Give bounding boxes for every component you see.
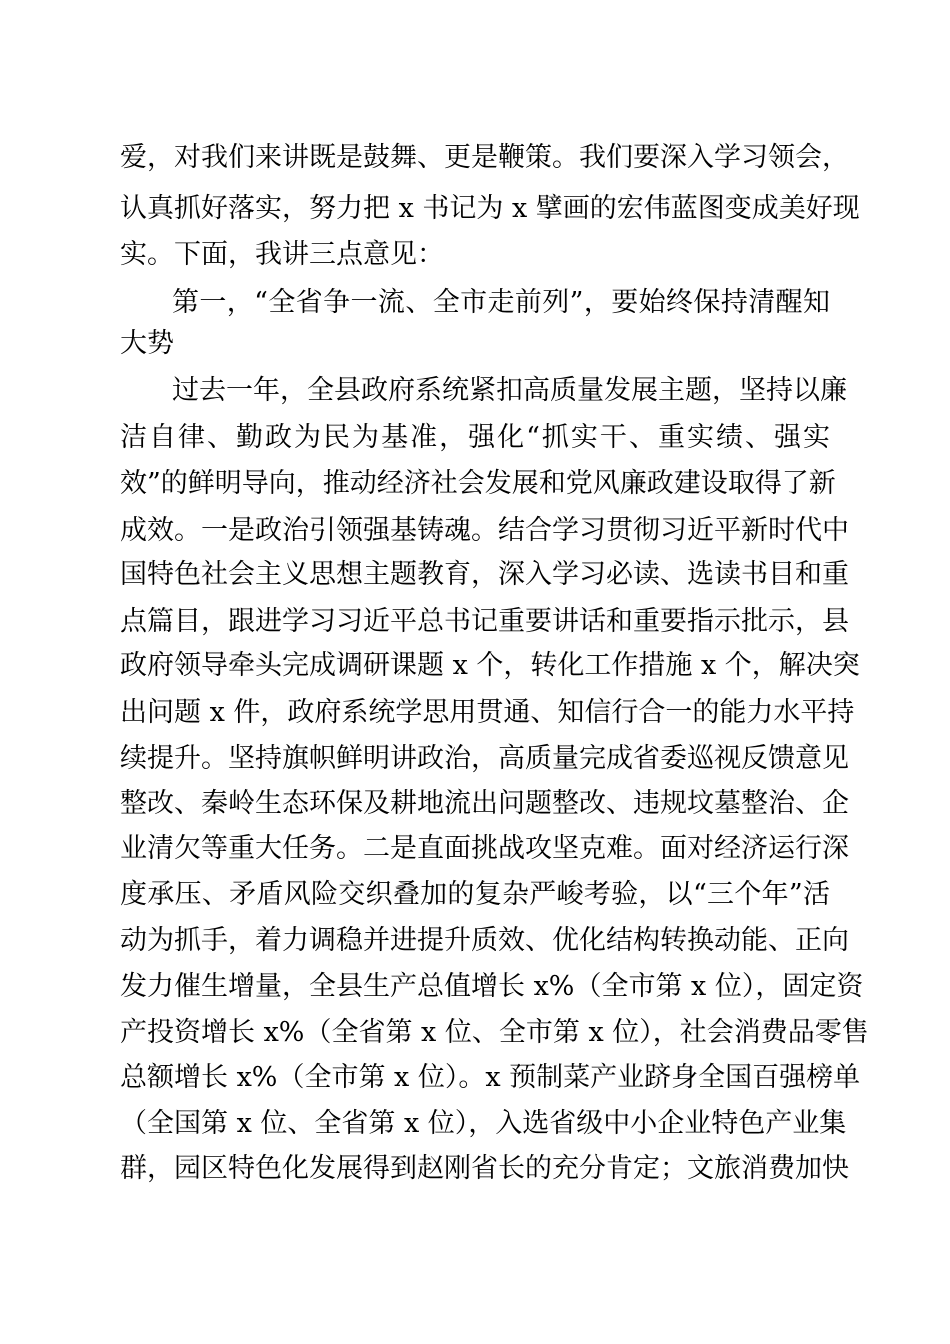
text-line: 政府领导牵头完成调研课题 x 个，转化工作措施 x 个，解决突 xyxy=(120,650,860,681)
text-line: 业清欠等重大任务。二是直面挑战攻坚克难。面对经济运行深 xyxy=(120,833,849,864)
text-line: 续提升。坚持旗帜鲜明讲政治，高质量完成省委巡视反馈意见 xyxy=(120,743,849,774)
text-line: 产投资增长 x%（全省第 x 位、全市第 x 位），社会消费品零售 xyxy=(120,1017,869,1048)
text-line: 点篇目，跟进学习习近平总书记重要讲话和重要指示批示，县 xyxy=(120,606,849,637)
text-line: 洁自律、勤政为民为基准，强化“抓实干、重实绩、强实 xyxy=(120,422,830,453)
text-line: 出问题 x 件，政府系统学思用贯通、知信行合一的能力水平持 xyxy=(120,697,855,728)
text-line: （全国第 x 位、全省第 x 位），入选省级中小企业特色产业集 xyxy=(120,1108,847,1139)
text-line: 发力催生增量，全县生产总值增长 x%（全市第 x 位），固定资 xyxy=(120,971,864,1002)
text-line: 效”的鲜明导向，推动经济社会发展和党风廉政建设取得了新 xyxy=(120,468,836,499)
text-line: 动为抓手，着力调稳并进提升质效、优化结构转换动能、正向 xyxy=(120,925,849,956)
text-line: 认真抓好落实，努力把 x 书记为 x 擘画的宏伟蓝图变成美好现 xyxy=(120,193,860,224)
text-line: 国特色社会主义思想主题教育，深入学习必读、选读书目和重 xyxy=(120,559,849,590)
text-line: 实。下面，我讲三点意见： xyxy=(120,239,444,270)
text-line: 过去一年，全县政府系统紧扣高质量发展主题，坚持以廉 xyxy=(172,375,847,406)
text-line: 度承压、矛盾风险交织叠加的复杂严峻考验，以“三个年”活 xyxy=(120,879,830,910)
text-line: 群，园区特色化发展得到赵刚省长的充分肯定；文旅消费加快 xyxy=(120,1153,849,1184)
section-heading-continued: 大势 xyxy=(120,328,174,359)
text-line: 整改、秦岭生态环保及耕地流出问题整改、违规坟墓整治、企 xyxy=(120,788,849,819)
section-heading: 第一，“全省争一流、全市走前列”，要始终保持清醒知 xyxy=(172,287,830,318)
text-line: 成效。一是政治引领强基铸魂。结合学习贯彻习近平新时代中 xyxy=(120,515,849,546)
text-line: 爱，对我们来讲既是鼓舞、更是鞭策。我们要深入学习领会， xyxy=(120,142,849,173)
text-line: 总额增长 x%（全市第 x 位）。x 预制菜产业跻身全国百强榜单 xyxy=(120,1062,861,1093)
